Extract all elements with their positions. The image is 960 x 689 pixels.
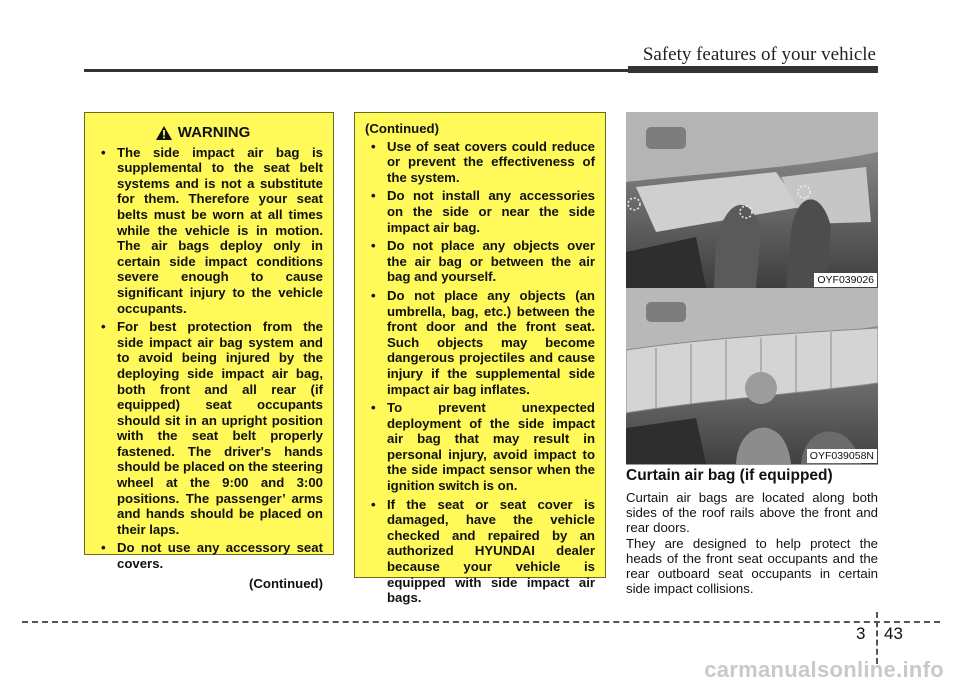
warning-item: • Do not use any accessory seat covers. [95,540,323,571]
warning-item: • Do not place any objects (an umbrella, bag, etc.) between the front door and the front seat. Such objects may become dangerous projectiles and cause injury if the supplemental side impact air bag inflates. [365,288,595,397]
continued-label: (Continued) [365,121,439,136]
section-title: Curtain air bag (if equipped) [626,467,833,484]
body-paragraph: They are designed to help protect the heads of the front seat occupants and the rear outboard seat occupants in certain side impact collisions. [626,535,878,597]
warning-item: • Do not place any objects over the air bag or between the air bag and yourself. [365,238,595,285]
section-body [626,490,878,596]
warning-item: • Use of seat covers could reduce or prevent the effectiveness of the system. [365,139,595,186]
interior-photo-curtain-airbag [626,288,878,465]
page-header-title: Safety features of your vehicle [642,44,876,65]
header-rule-accent [628,66,878,73]
warning-heading [95,125,311,141]
curtain-airbag-illustration [626,288,878,464]
chapter-number: 3 [856,624,866,643]
warning-box-right [354,112,606,606]
footer-rule [22,621,940,623]
interior-photo-side-airbag [626,112,878,289]
warning-item: • Do not install any accessories on the side or near the side impact air bag. [365,188,595,235]
warning-item: • If the seat or seat cover is damaged, have the vehicle checked and repaired by an authorized HYUNDAI dealer because your vehicle is equipped with side impact air bags. [365,497,595,606]
warning-box-left [84,112,334,591]
warning-triangle-icon [156,126,172,140]
watermark: carmanualsonline.info [704,657,944,682]
body-paragraph: Curtain air bags are located along both sides of the roof rails above the front and rear doors. [626,490,878,536]
page-number: 43 [884,624,903,643]
warning-heading-text: WARNING [177,124,251,141]
warning-item: • The side impact air bag is supplemental to the seat belt systems and is not a substitute for them. Therefore your seat belts must be worn at all times while the vehicle is in motion. The air bags deploy only in certain side impact conditions severe enough to cause significant injury to the vehicle occupants. [95,145,323,317]
warning-item: • To prevent unexpected deployment of the side impact air bag that may result in personal injury, avoid impact to the side impact sensor when the ignition switch is on. [365,400,595,494]
continued-label: (Continued) [249,575,323,591]
image-code: OYF039026 [814,273,877,287]
image-code: OYF039058N [807,449,877,463]
warning-item: • For best protection from the side impact air bag system and to avoid being injured by the deploying side impact air bag, both front and all rear (if equipped) seat occupants should sit in an upright position with the seat belt properly fastened. The driver's hands should be placed on the steering wheel at the 9:00 and 3:00 positions. The passenger’ arms and hands should be placed on their laps. [95,319,323,537]
car-interior-illustration [626,112,878,288]
